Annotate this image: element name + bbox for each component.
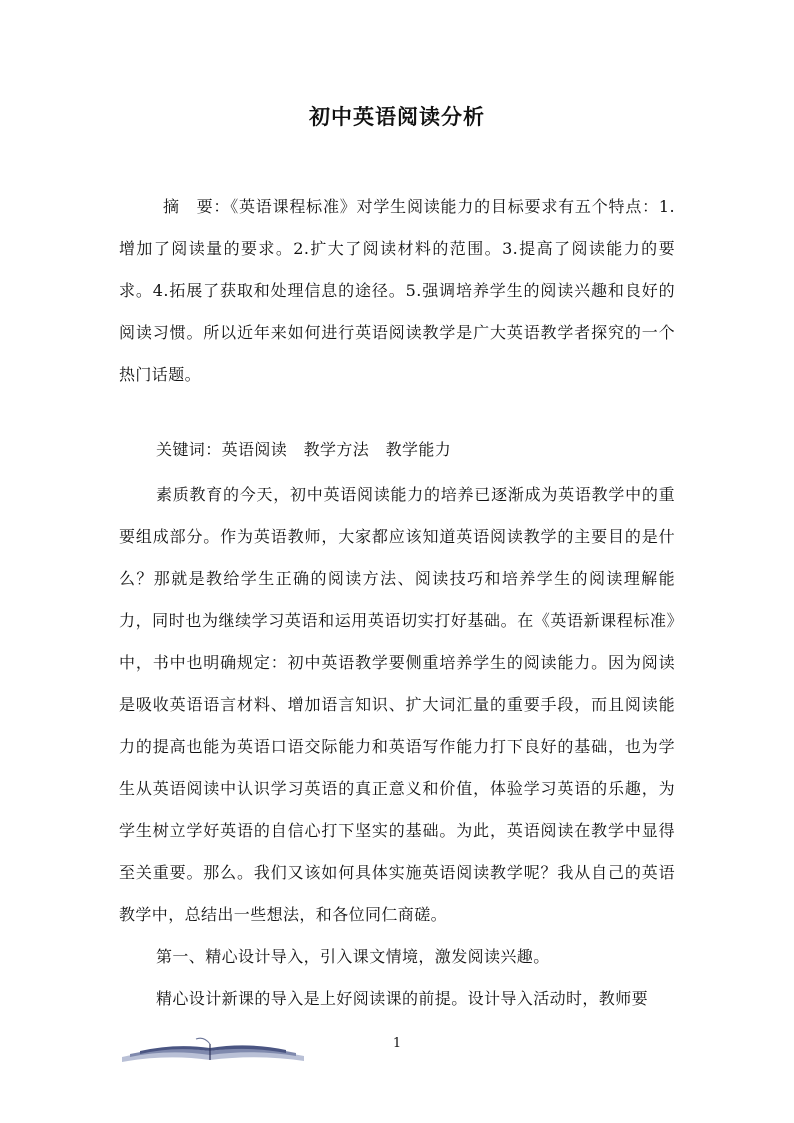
paragraph: 素质教育的今天，初中英语阅读能力的培养已逐渐成为英语教学中的重要组成部分。作为英语教师，大家都应该知道英语阅读教学的主要目的是什么？那就是教给学生正确的阅读方法、阅读技巧和培养学生的阅读理解能力，同时也为继续学习英语和运用英语切实打好基础。在《英语新课程标准》中，书中也明确规定：初中英语教学要侧重培养学生的阅读能力。因为阅读是吸收英语语言材料、增加语言知识、扩大词汇量的重要手段，而且阅读能力的提高也能为英语口语交际能力和英语写作能力打下良好的基础，也为学生从英语阅读中认识学习英语的真正意义和价值，体验学习英语的乐趣，为学生树立学好英语的自信心打下坚实的基础。为此，英语阅读在教学中显得至关重要。那么。我们又该如何具体实施英语阅读教学呢？我从自己的英语教学中，总结出一些想法，和各位同仁商磋。 — [119, 485, 675, 924]
body-text — [119, 474, 675, 1020]
page-number: 1 — [392, 1036, 402, 1051]
keywords: 关键词：英语阅读 教学方法 教学能力 — [156, 440, 452, 459]
abstract-text: 摘 要：《英语课程标准》对学生阅读能力的目标要求有五个特点：1.增加了阅读量的要求。2.扩大了阅读材料的范围。3.提高了阅读能力的要求。4.拓展了获取和处理信息的途径。5.强调培养学生的阅读兴趣和良好的阅读习惯。所以近年来如何进行英语阅读教学是广大英语教学者探究的一个热门话题。 — [119, 197, 675, 384]
paragraph: 第一、精心设计导入，引入课文情境，激发阅读兴趣。 — [156, 947, 550, 966]
page-title: 初中英语阅读分析 — [309, 104, 485, 129]
abstract — [119, 186, 675, 396]
open-book-icon — [118, 1034, 308, 1064]
paragraph: 精心设计新课的导入是上好阅读课的前提。设计导入活动时，教师要 — [156, 989, 649, 1008]
